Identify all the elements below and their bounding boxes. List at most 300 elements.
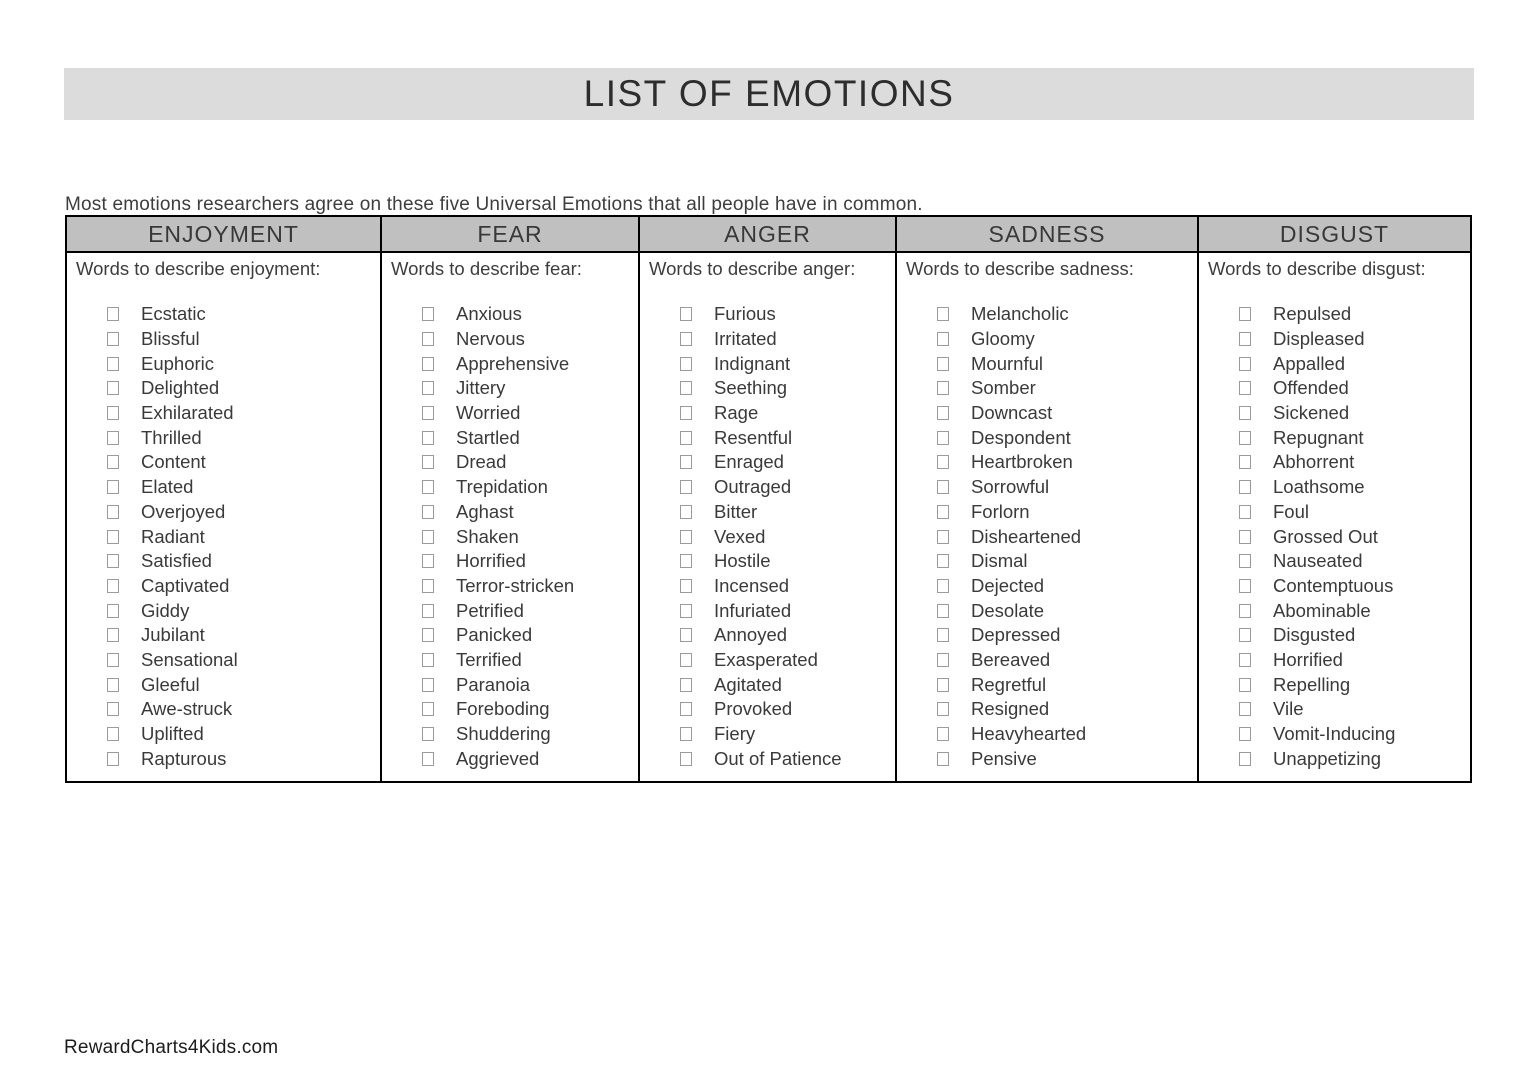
word-label: Indignant (714, 352, 791, 374)
checkbox-icon[interactable] (422, 455, 434, 469)
word-label: Content (141, 451, 206, 473)
checkbox-icon[interactable] (107, 702, 119, 716)
word-item (906, 327, 1193, 352)
word-label: Vexed (714, 525, 766, 547)
column-header-enjoyment: ENJOYMENT (66, 216, 381, 252)
word-item (649, 302, 891, 327)
word-item (391, 697, 634, 722)
word-item (649, 746, 891, 771)
word-item (1208, 425, 1466, 450)
word-item (391, 524, 634, 549)
word-item (1208, 722, 1466, 747)
word-item (391, 648, 634, 673)
word-item (906, 697, 1193, 722)
word-item (649, 450, 891, 475)
checkbox-icon[interactable] (680, 332, 692, 346)
checkbox-icon[interactable] (1239, 357, 1251, 371)
checkbox-icon[interactable] (107, 431, 119, 445)
word-item (1208, 524, 1466, 549)
word-label: Disgusted (1273, 624, 1356, 646)
word-label: Blissful (141, 328, 200, 350)
checkbox-icon[interactable] (937, 406, 949, 420)
word-item (76, 623, 376, 648)
word-item (1208, 598, 1466, 623)
word-item (1208, 475, 1466, 500)
word-label: Petrified (456, 599, 524, 621)
checkbox-icon[interactable] (937, 381, 949, 395)
checkbox-icon[interactable] (937, 752, 949, 766)
word-label: Annoyed (714, 624, 788, 646)
word-item (391, 327, 634, 352)
word-label: Regretful (971, 673, 1047, 695)
word-label: Gleeful (141, 673, 200, 695)
word-item (649, 327, 891, 352)
word-label: Apprehensive (456, 352, 570, 374)
checkbox-icon[interactable] (1239, 653, 1251, 667)
word-label: Abominable (1273, 599, 1371, 621)
column-subheader: Words to describe enjoyment: (76, 258, 321, 279)
emotions-table (65, 215, 1472, 783)
word-item (76, 524, 376, 549)
checkbox-icon[interactable] (107, 628, 119, 642)
word-item (76, 549, 376, 574)
word-label: Despondent (971, 426, 1071, 448)
word-label: Elated (141, 476, 194, 498)
column-cell-enjoyment (66, 252, 381, 782)
checkbox-icon[interactable] (422, 604, 434, 618)
word-label: Radiant (141, 525, 205, 547)
word-label: Provoked (714, 698, 793, 720)
word-label: Disheartened (971, 525, 1082, 547)
word-label: Paranoia (456, 673, 531, 695)
word-item (76, 598, 376, 623)
checkbox-icon[interactable] (937, 357, 949, 371)
word-item (76, 425, 376, 450)
word-item (1208, 549, 1466, 574)
word-list (1208, 302, 1466, 771)
checkbox-icon[interactable] (107, 678, 119, 692)
word-label: Startled (456, 426, 520, 448)
word-label: Foreboding (456, 698, 550, 720)
word-item (1208, 327, 1466, 352)
checkbox-icon[interactable] (680, 455, 692, 469)
checkbox-icon[interactable] (937, 579, 949, 593)
word-label: Incensed (714, 574, 790, 596)
column-subheader: Words to describe fear: (391, 258, 582, 279)
word-label: Shuddering (456, 723, 551, 745)
intro-text: Most emotions researchers agree on these five Universal Emotions that all people have in common. (65, 194, 923, 215)
checkbox-icon[interactable] (107, 357, 119, 371)
word-label: Exhilarated (141, 402, 234, 424)
word-label: Aghast (456, 500, 514, 522)
checkbox-icon[interactable] (107, 752, 119, 766)
checkbox-icon[interactable] (1239, 554, 1251, 568)
checkbox-icon[interactable] (1239, 381, 1251, 395)
word-label: Furious (714, 303, 776, 325)
word-label: Rage (714, 402, 759, 424)
word-item (906, 524, 1193, 549)
word-item (1208, 302, 1466, 327)
word-item (391, 549, 634, 574)
checkbox-icon[interactable] (680, 530, 692, 544)
word-label: Overjoyed (141, 500, 226, 522)
word-item (906, 425, 1193, 450)
column-subheader: Words to describe disgust: (1208, 258, 1426, 279)
checkbox-icon[interactable] (422, 579, 434, 593)
checkbox-icon[interactable] (1239, 307, 1251, 321)
word-label: Melancholic (971, 303, 1069, 325)
word-label: Out of Patience (714, 747, 842, 769)
checkbox-icon[interactable] (1239, 406, 1251, 420)
word-item (906, 623, 1193, 648)
checkbox-icon[interactable] (937, 431, 949, 445)
word-label: Desolate (971, 599, 1045, 621)
word-item (391, 574, 634, 599)
checkbox-icon[interactable] (422, 678, 434, 692)
checkbox-icon[interactable] (1239, 604, 1251, 618)
word-label: Jubilant (141, 624, 205, 646)
word-label: Repelling (1273, 673, 1351, 695)
word-label: Depressed (971, 624, 1061, 646)
word-label: Sensational (141, 648, 238, 670)
word-label: Resentful (714, 426, 793, 448)
checkbox-icon[interactable] (680, 653, 692, 667)
word-item (906, 598, 1193, 623)
word-label: Irritated (714, 328, 777, 350)
word-label: Uplifted (141, 723, 204, 745)
checkbox-icon[interactable] (422, 505, 434, 519)
word-item (391, 722, 634, 747)
checkbox-icon[interactable] (680, 431, 692, 445)
word-item (906, 549, 1193, 574)
word-item (649, 376, 891, 401)
word-list (76, 302, 376, 771)
word-item (649, 672, 891, 697)
word-label: Thrilled (141, 426, 202, 448)
word-label: Worried (456, 402, 521, 424)
checkbox-icon[interactable] (422, 628, 434, 642)
checkbox-icon[interactable] (107, 727, 119, 741)
word-item (906, 475, 1193, 500)
checkbox-icon[interactable] (1239, 702, 1251, 716)
word-item (649, 500, 891, 525)
checkbox-icon[interactable] (1239, 628, 1251, 642)
word-item (1208, 574, 1466, 599)
word-label: Forlorn (971, 500, 1030, 522)
word-item (1208, 746, 1466, 771)
checkbox-icon[interactable] (422, 307, 434, 321)
word-label: Sickened (1273, 402, 1350, 424)
word-item (391, 623, 634, 648)
word-item (1208, 500, 1466, 525)
checkbox-icon[interactable] (107, 480, 119, 494)
word-label: Dejected (971, 574, 1045, 596)
checkbox-icon[interactable] (680, 357, 692, 371)
word-label: Contemptuous (1273, 574, 1394, 596)
word-label: Shaken (456, 525, 519, 547)
checkbox-icon[interactable] (680, 381, 692, 395)
word-item (649, 598, 891, 623)
checkbox-icon[interactable] (937, 332, 949, 346)
word-label: Anxious (456, 303, 522, 325)
word-item (906, 376, 1193, 401)
checkbox-icon[interactable] (937, 604, 949, 618)
checkbox-icon[interactable] (1239, 480, 1251, 494)
word-list (391, 302, 634, 771)
word-item (76, 401, 376, 426)
checkbox-icon[interactable] (107, 554, 119, 568)
checkbox-icon[interactable] (1239, 431, 1251, 445)
word-item (1208, 648, 1466, 673)
word-label: Trepidation (456, 476, 548, 498)
word-label: Heavyhearted (971, 723, 1087, 745)
word-label: Dread (456, 451, 507, 473)
checkbox-icon[interactable] (937, 505, 949, 519)
word-label: Horrified (1273, 648, 1343, 670)
word-label: Bereaved (971, 648, 1051, 670)
word-label: Ecstatic (141, 303, 206, 325)
word-item (1208, 351, 1466, 376)
checkbox-icon[interactable] (680, 678, 692, 692)
word-item (906, 450, 1193, 475)
checkbox-icon[interactable] (422, 653, 434, 667)
table-header-row (66, 216, 1471, 252)
word-label: Vomit-Inducing (1273, 723, 1396, 745)
checkbox-icon[interactable] (1239, 678, 1251, 692)
word-label: Satisfied (141, 550, 212, 572)
checkbox-icon[interactable] (680, 604, 692, 618)
word-label: Seething (714, 377, 788, 399)
checkbox-icon[interactable] (1239, 752, 1251, 766)
word-label: Giddy (141, 599, 190, 621)
word-item (649, 574, 891, 599)
checkbox-icon[interactable] (680, 579, 692, 593)
word-item (1208, 697, 1466, 722)
word-item (1208, 450, 1466, 475)
word-item (391, 598, 634, 623)
checkbox-icon[interactable] (422, 752, 434, 766)
word-item (1208, 376, 1466, 401)
checkbox-icon[interactable] (422, 480, 434, 494)
checkbox-icon[interactable] (422, 381, 434, 395)
word-item (649, 401, 891, 426)
word-item (649, 549, 891, 574)
word-label: Sorrowful (971, 476, 1050, 498)
word-label: Displeased (1273, 328, 1365, 350)
word-label: Terror-stricken (456, 574, 575, 596)
checkbox-icon[interactable] (680, 406, 692, 420)
word-item (76, 327, 376, 352)
word-label: Jittery (456, 377, 506, 399)
checkbox-icon[interactable] (422, 530, 434, 544)
word-label: Nervous (456, 328, 525, 350)
checkbox-icon[interactable] (937, 727, 949, 741)
word-item (391, 401, 634, 426)
word-label: Foul (1273, 500, 1309, 522)
checkbox-icon[interactable] (937, 530, 949, 544)
checkbox-icon[interactable] (107, 381, 119, 395)
word-item (649, 425, 891, 450)
column-subheader: Words to describe anger: (649, 258, 856, 279)
checkbox-icon[interactable] (680, 554, 692, 568)
word-label: Outraged (714, 476, 792, 498)
word-item (906, 722, 1193, 747)
checkbox-icon[interactable] (107, 530, 119, 544)
word-item (1208, 672, 1466, 697)
checkbox-icon[interactable] (1239, 455, 1251, 469)
word-item (391, 425, 634, 450)
word-label: Captivated (141, 574, 230, 596)
word-item (391, 672, 634, 697)
word-item (76, 376, 376, 401)
word-item (906, 648, 1193, 673)
word-label: Grossed Out (1273, 525, 1378, 547)
word-item (391, 351, 634, 376)
checkbox-icon[interactable] (422, 554, 434, 568)
word-label: Fiery (714, 723, 756, 745)
word-label: Abhorrent (1273, 451, 1355, 473)
word-label: Awe-struck (141, 698, 233, 720)
word-item (391, 475, 634, 500)
checkbox-icon[interactable] (937, 480, 949, 494)
word-item (76, 500, 376, 525)
word-label: Vile (1273, 698, 1304, 720)
word-item (76, 302, 376, 327)
word-list (906, 302, 1193, 771)
word-label: Hostile (714, 550, 771, 572)
word-label: Repugnant (1273, 426, 1364, 448)
word-label: Appalled (1273, 352, 1346, 374)
word-item (906, 500, 1193, 525)
checkbox-icon[interactable] (937, 678, 949, 692)
word-label: Downcast (971, 402, 1053, 424)
word-label: Horrified (456, 550, 526, 572)
checkbox-icon[interactable] (422, 406, 434, 420)
word-item (76, 574, 376, 599)
checkbox-icon[interactable] (937, 702, 949, 716)
checkbox-icon[interactable] (1239, 332, 1251, 346)
word-item (391, 376, 634, 401)
column-header-disgust: DISGUST (1198, 216, 1471, 252)
word-item (76, 672, 376, 697)
column-cell-fear (381, 252, 639, 782)
word-item (906, 574, 1193, 599)
checkbox-icon[interactable] (107, 653, 119, 667)
word-label: Offended (1273, 377, 1349, 399)
word-item (76, 722, 376, 747)
word-item (906, 302, 1193, 327)
checkbox-icon[interactable] (1239, 505, 1251, 519)
checkbox-icon[interactable] (680, 727, 692, 741)
checkbox-icon[interactable] (107, 406, 119, 420)
word-item (1208, 623, 1466, 648)
word-label: Delighted (141, 377, 220, 399)
checkbox-icon[interactable] (107, 332, 119, 346)
column-header-anger: ANGER (639, 216, 896, 252)
word-label: Exasperated (714, 648, 818, 670)
word-item (649, 648, 891, 673)
word-label: Enraged (714, 451, 784, 473)
word-label: Heartbroken (971, 451, 1073, 473)
checkbox-icon[interactable] (107, 455, 119, 469)
checkbox-icon[interactable] (937, 307, 949, 321)
checkbox-icon[interactable] (680, 505, 692, 519)
checkbox-icon[interactable] (937, 653, 949, 667)
word-item (391, 450, 634, 475)
checkbox-icon[interactable] (937, 554, 949, 568)
word-item (906, 351, 1193, 376)
word-item (649, 722, 891, 747)
word-label: Loathsome (1273, 476, 1365, 498)
word-label: Unappetizing (1273, 747, 1381, 769)
checkbox-icon[interactable] (937, 628, 949, 642)
word-item (391, 302, 634, 327)
word-label: Euphoric (141, 352, 215, 374)
checkbox-icon[interactable] (680, 702, 692, 716)
column-subheader: Words to describe sadness: (906, 258, 1134, 279)
checkbox-icon[interactable] (422, 727, 434, 741)
column-cell-sadness (896, 252, 1198, 782)
checkbox-icon[interactable] (422, 357, 434, 371)
word-item (649, 623, 891, 648)
column-header-sadness: SADNESS (896, 216, 1198, 252)
word-item (76, 351, 376, 376)
word-label: Mournful (971, 352, 1043, 374)
checkbox-icon[interactable] (422, 702, 434, 716)
checkbox-icon[interactable] (422, 332, 434, 346)
checkbox-icon[interactable] (680, 307, 692, 321)
word-item (76, 475, 376, 500)
page-title: LIST OF EMOTIONS (583, 73, 955, 114)
word-item (1208, 401, 1466, 426)
word-label: Nauseated (1273, 550, 1363, 572)
checkbox-icon[interactable] (680, 752, 692, 766)
checkbox-icon[interactable] (1239, 727, 1251, 741)
word-label: Repulsed (1273, 303, 1352, 325)
word-label: Rapturous (141, 747, 227, 769)
column-cell-disgust (1198, 252, 1471, 782)
word-label: Bitter (714, 500, 758, 522)
word-label: Pensive (971, 747, 1037, 769)
checkbox-icon[interactable] (1239, 579, 1251, 593)
word-item (649, 351, 891, 376)
word-label: Terrified (456, 648, 522, 670)
checkbox-icon[interactable] (1239, 530, 1251, 544)
checkbox-icon[interactable] (107, 604, 119, 618)
checkbox-icon[interactable] (680, 628, 692, 642)
checkbox-icon[interactable] (107, 307, 119, 321)
word-item (76, 450, 376, 475)
column-cell-anger (639, 252, 896, 782)
word-label: Dismal (971, 550, 1028, 572)
word-item (76, 697, 376, 722)
word-item (906, 746, 1193, 771)
word-item (391, 746, 634, 771)
checkbox-icon[interactable] (937, 455, 949, 469)
word-item (906, 672, 1193, 697)
checkbox-icon[interactable] (107, 579, 119, 593)
checkbox-icon[interactable] (422, 431, 434, 445)
checkbox-icon[interactable] (107, 505, 119, 519)
word-item (649, 524, 891, 549)
word-label: Aggrieved (456, 747, 540, 769)
checkbox-icon[interactable] (680, 480, 692, 494)
column-header-fear: FEAR (381, 216, 639, 252)
word-label: Agitated (714, 673, 782, 695)
word-label: Somber (971, 377, 1036, 399)
table-body-row (66, 252, 1471, 782)
word-item (649, 697, 891, 722)
